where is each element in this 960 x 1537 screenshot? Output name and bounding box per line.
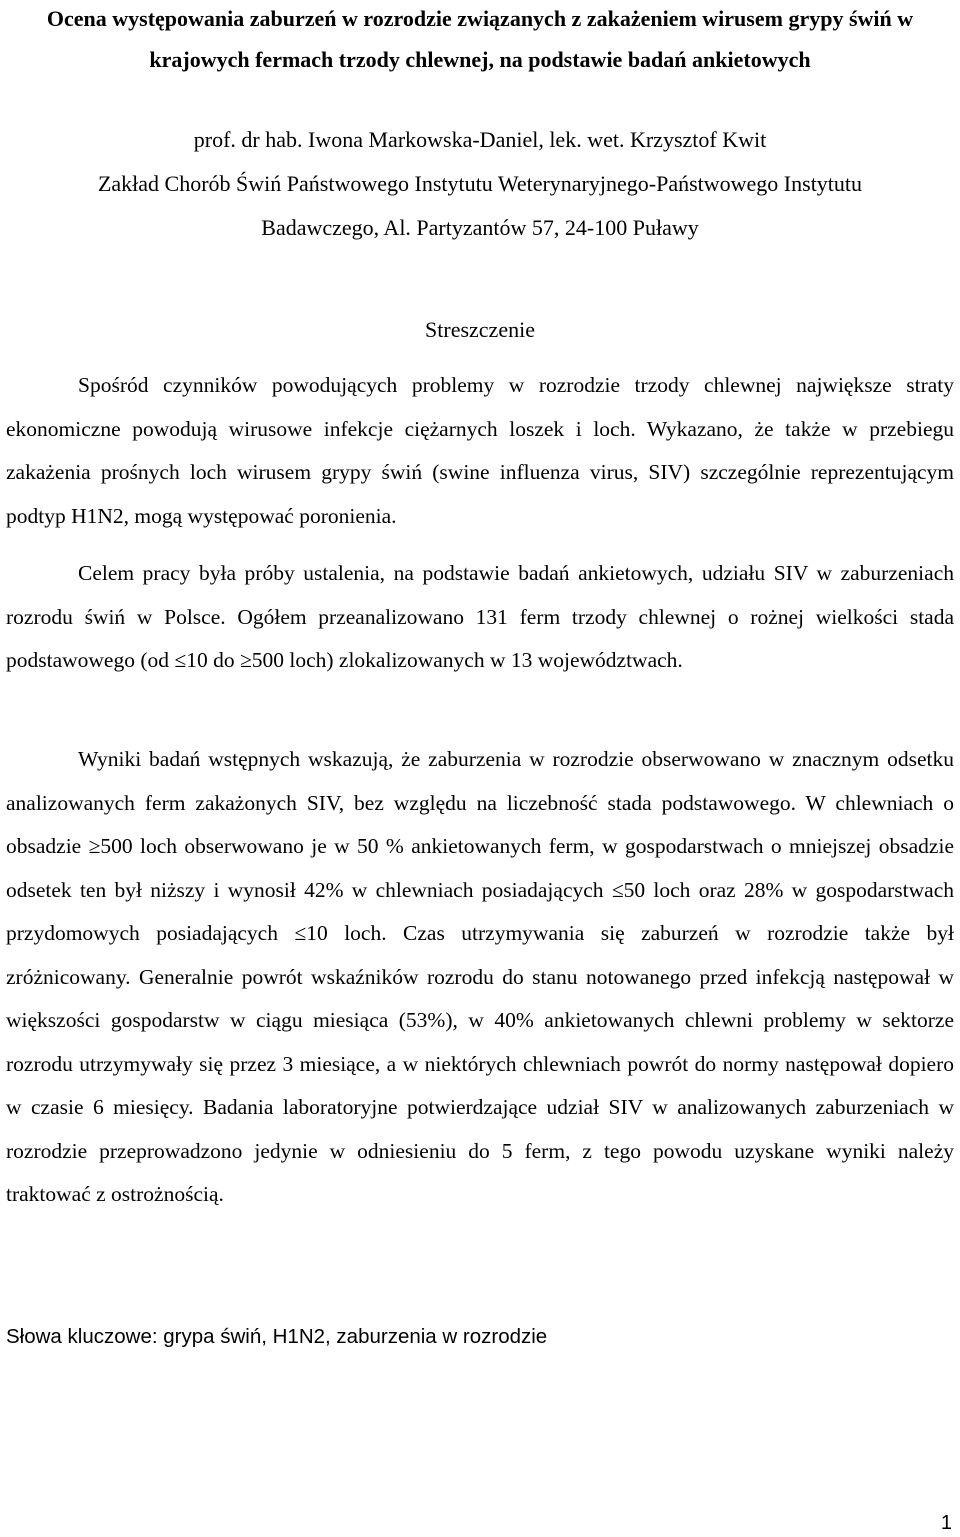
affiliation-line-2: Badawczego, Al. Partyzantów 57, 24-100 Puławy	[261, 215, 699, 240]
author-block	[0, 118, 960, 250]
affiliation-line-1: Zakład Chorób Świń Państwowego Instytutu Weterynaryjnego-Państwowego Instytutu	[97, 171, 863, 196]
abstract-paragraph-1: Spośród czynników powodujących problemy w rozrodzie trzody chlewnej największe straty ekonomiczne powodują wirusowe infekcje ciężarnych loszek i loch. Wykazano, że także w przebiegu zakażenia prośnych loch wirusem grypy świń (swine influenza virus, SIV) szczególnie reprezentującym podtyp H1N2, mogą występować poronienia.	[6, 373, 954, 528]
page-number: 1	[940, 1512, 952, 1534]
abstract-heading: Streszczenie	[425, 317, 535, 342]
abstract-paragraph-2: Celem pracy była próby ustalenia, na podstawie badań ankietowych, udziału SIV w zaburzeniach rozrodu świń w Polsce. Ogółem przeanalizowano 131 ferm trzody chlewnej o rożnej wielkości stada podstawowego (od ≤10 do ≥500 loch) zlokalizowanych w 13 województwach.	[6, 561, 954, 672]
paper-title: Ocena występowania zaburzeń w rozrodzie związanych z zakażeniem wirusem grypy świń w krajowych fermach trzody chlewnej, na podstawie badań ankietowych	[46, 6, 914, 72]
authors-line: prof. dr hab. Iwona Markowska-Daniel, lek. wet. Krzysztof Kwit	[193, 127, 767, 152]
abstract-paragraph-3: Wyniki badań wstępnych wskazują, że zaburzenia w rozrodzie obserwowano w znacznym odsetku analizowanych ferm zakażonych SIV, bez względu na liczebność stada podstawowego. W chlewniach o obsadzie ≥500 loch obserwowano je w 50 % ankietowanych ferm, w gospodarstwach o mniejszej obsadzie odsetek ten był niższy i wynosił 42% w chlewniach posiadających ≤50 loch oraz 28% w gospodarstwach przydomowych posiadających ≤10 loch. Czas utrzymywania się zaburzeń w rozrodzie także był zróżnicowany. Generalnie powrót wskaźników rozrodu do stanu notowanego przed infekcją następował w większości gospodarstw w ciągu miesiąca (53%), w 40% ankietowanych chlewni problemy w sektorze rozrodu utrzymywały się przez 3 miesiące, a w niektórych chlewniach powrót do normy następował dopiero w czasie 6 miesięcy. Badania laboratoryjne potwierdzające udział SIV w analizowanych zaburzeniach w rozrodzie przeprowadzono jedynie w odniesieniu do 5 ferm, z tego powodu uzyskane wyniki należy traktować z ostrożnością.	[6, 747, 954, 1206]
keywords: Słowa kluczowe: grypa świń, H1N2, zaburzenia w rozrodzie	[6, 1325, 548, 1348]
